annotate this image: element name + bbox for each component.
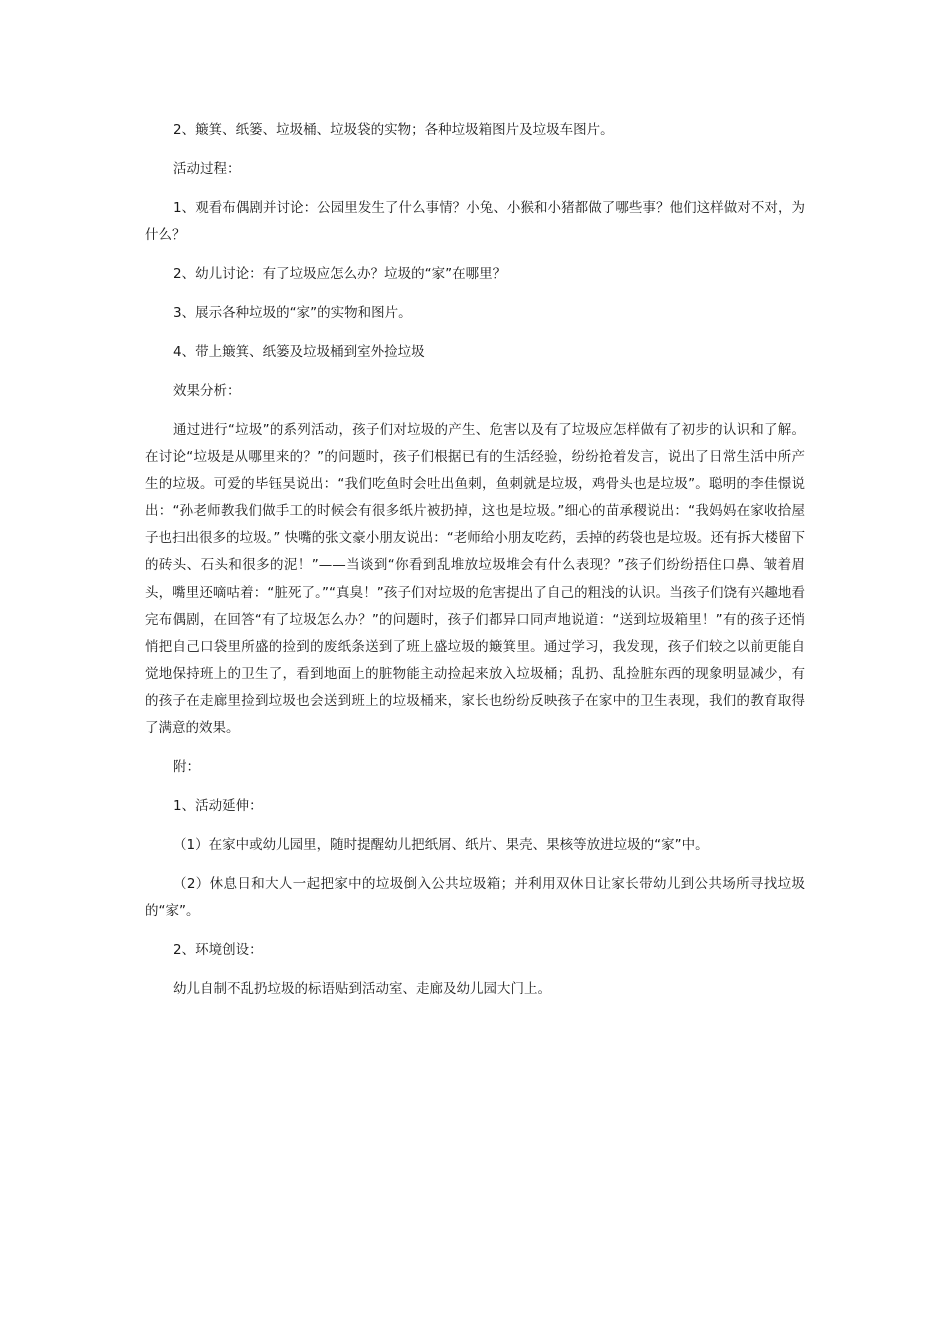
extension-item-1: （1）在家中或幼儿园里，随时提醒幼儿把纸屑、纸片、果壳、果核等放进垃圾的“家”中。: [173, 837, 709, 854]
process-step-1: 1、观看布偶剧并讨论：公园里发生了什么事情？小兔、小猴和小猪都做了哪些事？他们这样做对不对，为什么？: [145, 200, 805, 243]
environment-item: 幼儿自制不乱扔垃圾的标语贴到活动室、走廊及幼儿园大门上。: [173, 981, 551, 998]
section-heading-process: 活动过程：: [173, 161, 241, 177]
analysis-paragraph: 通过进行“垃圾”的系列活动，孩子们对垃圾的产生、危害以及有了垃圾应怎样做有了初步的认识和了解。在讨论“垃圾是从哪里来的？”的问题时，孩子们根据已有的生活经验，纷纷抢着发言，说出了日常生活中所产生的垃圾。可爱的毕钰昊说出：“我们吃鱼时会吐出鱼刺，鱼刺就是垃圾，鸡骨头也是垃圾”。聪明的李佳憬说出：“孙老师教我们做手工的时候会有很多纸片被扔掉，这也是垃圾。”细心的苗承稷说出：“我妈妈在家收拾屋子也扫出很多的垃圾。” 快嘴的张文豪小朋友说出：“老师给小朋友吃药，丢掉的药袋也是垃圾。还有拆大楼留下的砖头、石头和很多的泥！”——当谈到“你看到乱堆放垃圾堆会有什么表现？”孩子们纷纷捂住口鼻、皱着眉头，嘴里还嘀咕着：“脏死了。”“真臭！”孩子们对垃圾的危害提出了自己的粗浅的认识。当孩子们饶有兴趣地看完布偶剧，在回答“有了垃圾怎么办？”的问题时，孩子们都异口同声地说道：“送到垃圾箱里！”有的孩子还悄悄把自己口袋里所盛的捡到的废纸条送到了班上盛垃圾的簸箕里。通过学习，我发现，孩子们较之以前更能自觉地保持班上的卫生了，看到地面上的脏物能主动捡起来放入垃圾桶；乱扔、乱捡脏东西的现象明显减少，有的孩子在走廊里捡到垃圾也会送到班上的垃圾桶来，家长也纷纷反映孩子在家中的卫生表现，我们的教育取得了满意的效果。: [145, 422, 805, 737]
appendix-heading-extension: 1、活动延伸：: [173, 798, 263, 815]
document-body: [145, 117, 805, 1003]
process-step-2: 2、幼儿讨论：有了垃圾应怎么办？垃圾的“家”在哪里？: [173, 266, 507, 282]
process-step-3: 3、展示各种垃圾的“家”的实物和图片。: [173, 305, 412, 321]
section-heading-appendix: 附：: [173, 759, 200, 776]
process-step-4: 4、带上簸箕、纸篓及垃圾桶到室外捡垃圾: [173, 344, 425, 360]
section-heading-analysis: 效果分析：: [173, 383, 241, 399]
materials-item-2: 2、簸箕、纸篓、垃圾桶、垃圾袋的实物；各种垃圾箱图片及垃圾车图片。: [173, 122, 614, 138]
appendix-heading-environment: 2、环境创设：: [173, 942, 263, 959]
extension-item-2: （2）休息日和大人一起把家中的垃圾倒入公共垃圾箱；并利用双休日让家长带幼儿到公共场所寻找垃圾的“家”。: [145, 876, 805, 920]
